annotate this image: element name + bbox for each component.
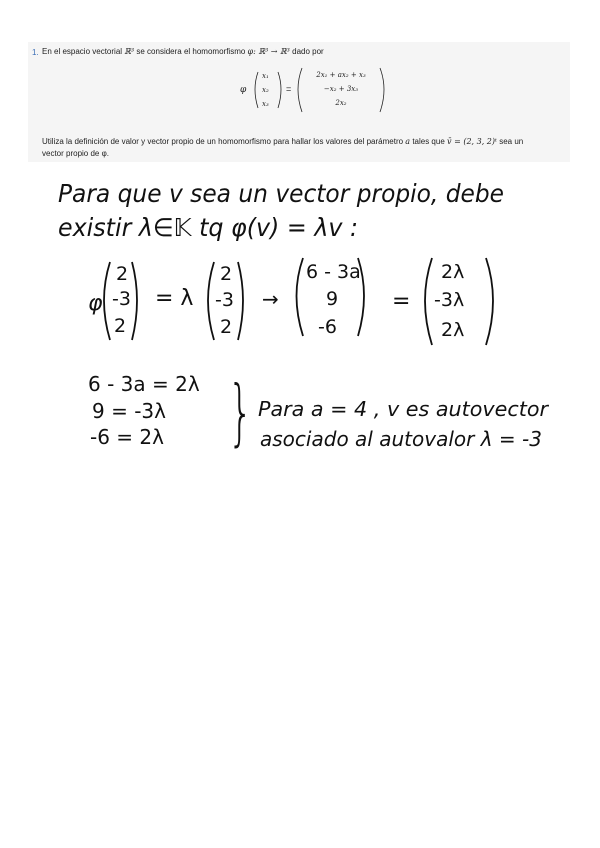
text-segment: se considera el homomorfismo xyxy=(136,47,246,56)
input-entry: x₁ xyxy=(262,72,269,80)
output-entry: 2x₁ + ax₂ + x₃ xyxy=(316,71,366,79)
text-segment: En el espacio vectorial xyxy=(42,47,123,56)
conclusion-line-1: Para a = 4 , v es autovector xyxy=(258,397,550,421)
system-eq: 6 - 3a = 2λ xyxy=(88,372,200,396)
text-segment: tales que xyxy=(412,137,445,146)
vector-entry: -3 xyxy=(112,288,131,310)
vector-entry: 2 xyxy=(220,263,233,285)
equals-lambda: = λ xyxy=(155,286,194,311)
arrow-symbol: → xyxy=(262,287,279,311)
vector-entry: 2 xyxy=(116,263,129,285)
image-entry: 6 - 3a xyxy=(306,261,361,283)
output-entry: −x₂ + 3x₃ xyxy=(323,85,359,93)
math-param: a xyxy=(405,137,411,146)
problem-number: 1. xyxy=(32,48,39,57)
vector-entry: 2 xyxy=(114,315,127,337)
lambda-entry: 2λ xyxy=(441,319,465,341)
equals-sign: = xyxy=(286,84,292,94)
phi-symbol: φ xyxy=(240,85,247,95)
hand-line-1: Para que v sea un vector propio, debe xyxy=(58,179,504,208)
system-eq: 9 = -3λ xyxy=(92,399,166,423)
image-entry: 9 xyxy=(326,288,339,310)
problem-text-line3: vector propio de φ. xyxy=(42,149,109,158)
text-segment: sea un xyxy=(499,137,524,146)
input-entry: x₃ xyxy=(262,100,269,108)
math-R3: ℝ³ xyxy=(124,47,135,56)
hand-line-2: existir λ∈𝕂 tq φ(v) = λv : xyxy=(58,213,358,242)
system-eq: -6 = 2λ xyxy=(90,425,164,449)
text-segment: Utiliza la definición de valor y vector propio de un homomorfismo para hallar los valores del parámetro xyxy=(42,137,404,146)
phi-symbol-hand: φ xyxy=(88,291,103,316)
text-segment: dado por xyxy=(292,47,324,56)
curly-brace: } xyxy=(227,370,253,455)
input-entry: x₂ xyxy=(262,86,269,94)
vector-entry: -3 xyxy=(215,289,234,311)
equals-sign-hand: = xyxy=(392,289,411,314)
lambda-entry: -3λ xyxy=(434,289,465,311)
image-entry: -6 xyxy=(318,316,337,338)
vector-entry: 2 xyxy=(220,316,233,338)
lambda-entry: 2λ xyxy=(441,261,465,283)
math-phi-map: φ: ℝ³ → ℝ³ xyxy=(247,47,290,56)
conclusion-line-2: asociado al autovalor λ = -3 xyxy=(260,427,542,451)
output-entry: 2x₂ xyxy=(335,99,347,107)
math-vector: v̄ = (2, 3, 2)ᵗ xyxy=(447,137,497,146)
